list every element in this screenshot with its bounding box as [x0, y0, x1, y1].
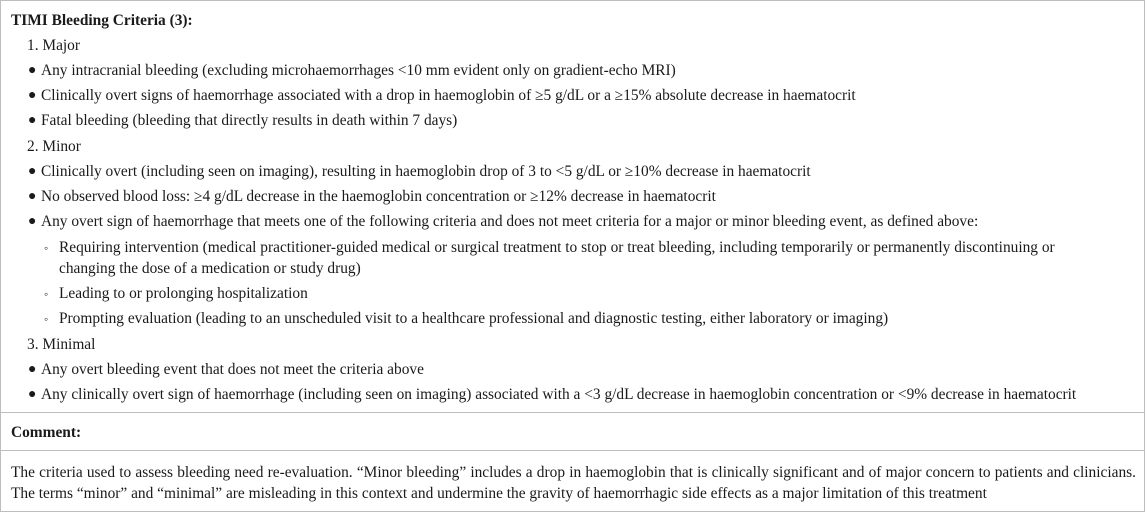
list-item: ● Any overt bleeding event that does not meet the criteria above [28, 361, 424, 378]
bullet-icon: ● [28, 164, 37, 179]
bullet-icon: ● [28, 113, 37, 128]
list-item: ● Clinically overt (including seen on imaging), resulting in haemoglobin drop of 3 to <5 g/dL or ≥10% decrease in haematocrit [28, 163, 811, 180]
circle-bullet-icon: ◦ [44, 241, 49, 255]
comment-heading-section [1, 412, 1144, 451]
minor-label: 2. Minor [27, 138, 81, 155]
list-item: ● Clinically overt signs of haemorrhage associated with a drop in haemoglobin of ≥5 g/dL or a ≥15% absolute decrease in haematocrit [28, 87, 856, 104]
sub-list-item: ◦ Requiring intervention (medical practitioner-guided medical or surgical treatment to stop or treat bleeding, including temporarily or permanently discontinuing or [44, 239, 1055, 256]
list-item: ● No observed blood loss: ≥4 g/dL decrease in the haemoglobin concentration or ≥12% decrease in haematocrit [28, 188, 716, 205]
criteria-section [1, 1, 1144, 413]
bullet-icon: ● [28, 63, 37, 78]
criteria-title: TIMI Bleeding Criteria (3): [11, 12, 193, 29]
bullet-icon: ● [28, 362, 37, 377]
bullet-icon: ● [28, 189, 37, 204]
bullet-icon: ● [28, 214, 37, 229]
major-label: 1. Major [27, 37, 81, 54]
comment-body-section [1, 451, 1144, 511]
comment-heading: Comment: [11, 424, 82, 441]
sub-list-item: ◦ Prompting evaluation (leading to an unscheduled visit to a healthcare professional and diagnostic testing, either laboratory or imaging) [44, 310, 889, 327]
minimal-label: 3. Minimal [27, 336, 96, 353]
circle-bullet-icon: ◦ [44, 287, 49, 301]
list-item: ● Fatal bleeding (bleeding that directly results in death within 7 days) [28, 112, 458, 129]
list-item: ● Any overt sign of haemorrhage that meets one of the following criteria and does not meet criteria for a major or minor bleeding event, as defined above: [28, 213, 979, 230]
bullet-icon: ● [28, 88, 37, 103]
sub-list-item-continued: changing the dose of a medication or study drug) [59, 260, 361, 277]
comment-text: The criteria used to assess bleeding need re-evaluation. “Minor bleeding” includes a drop in haemoglobin that is clinically significant and of major concern to patients and clinicians. The terms “minor” and “minimal” are misleading in this context and undermine the gravity of haemorrhagic side effects as a major limitation of this treatment [11, 464, 1136, 502]
circle-bullet-icon: ◦ [44, 312, 49, 326]
list-item: ● Any intracranial bleeding (excluding microhaemorrhages <10 mm evident only on gradient-echo MRI) [28, 62, 676, 79]
sub-list-item: ◦ Leading to or prolonging hospitalization [44, 285, 308, 302]
bullet-icon: ● [28, 387, 37, 402]
list-item: ● Any clinically overt sign of haemorrhage (including seen on imaging) associated with a <3 g/dL decrease in haemoglobin concentration or <9% decrease in haematocrit [28, 386, 1077, 403]
